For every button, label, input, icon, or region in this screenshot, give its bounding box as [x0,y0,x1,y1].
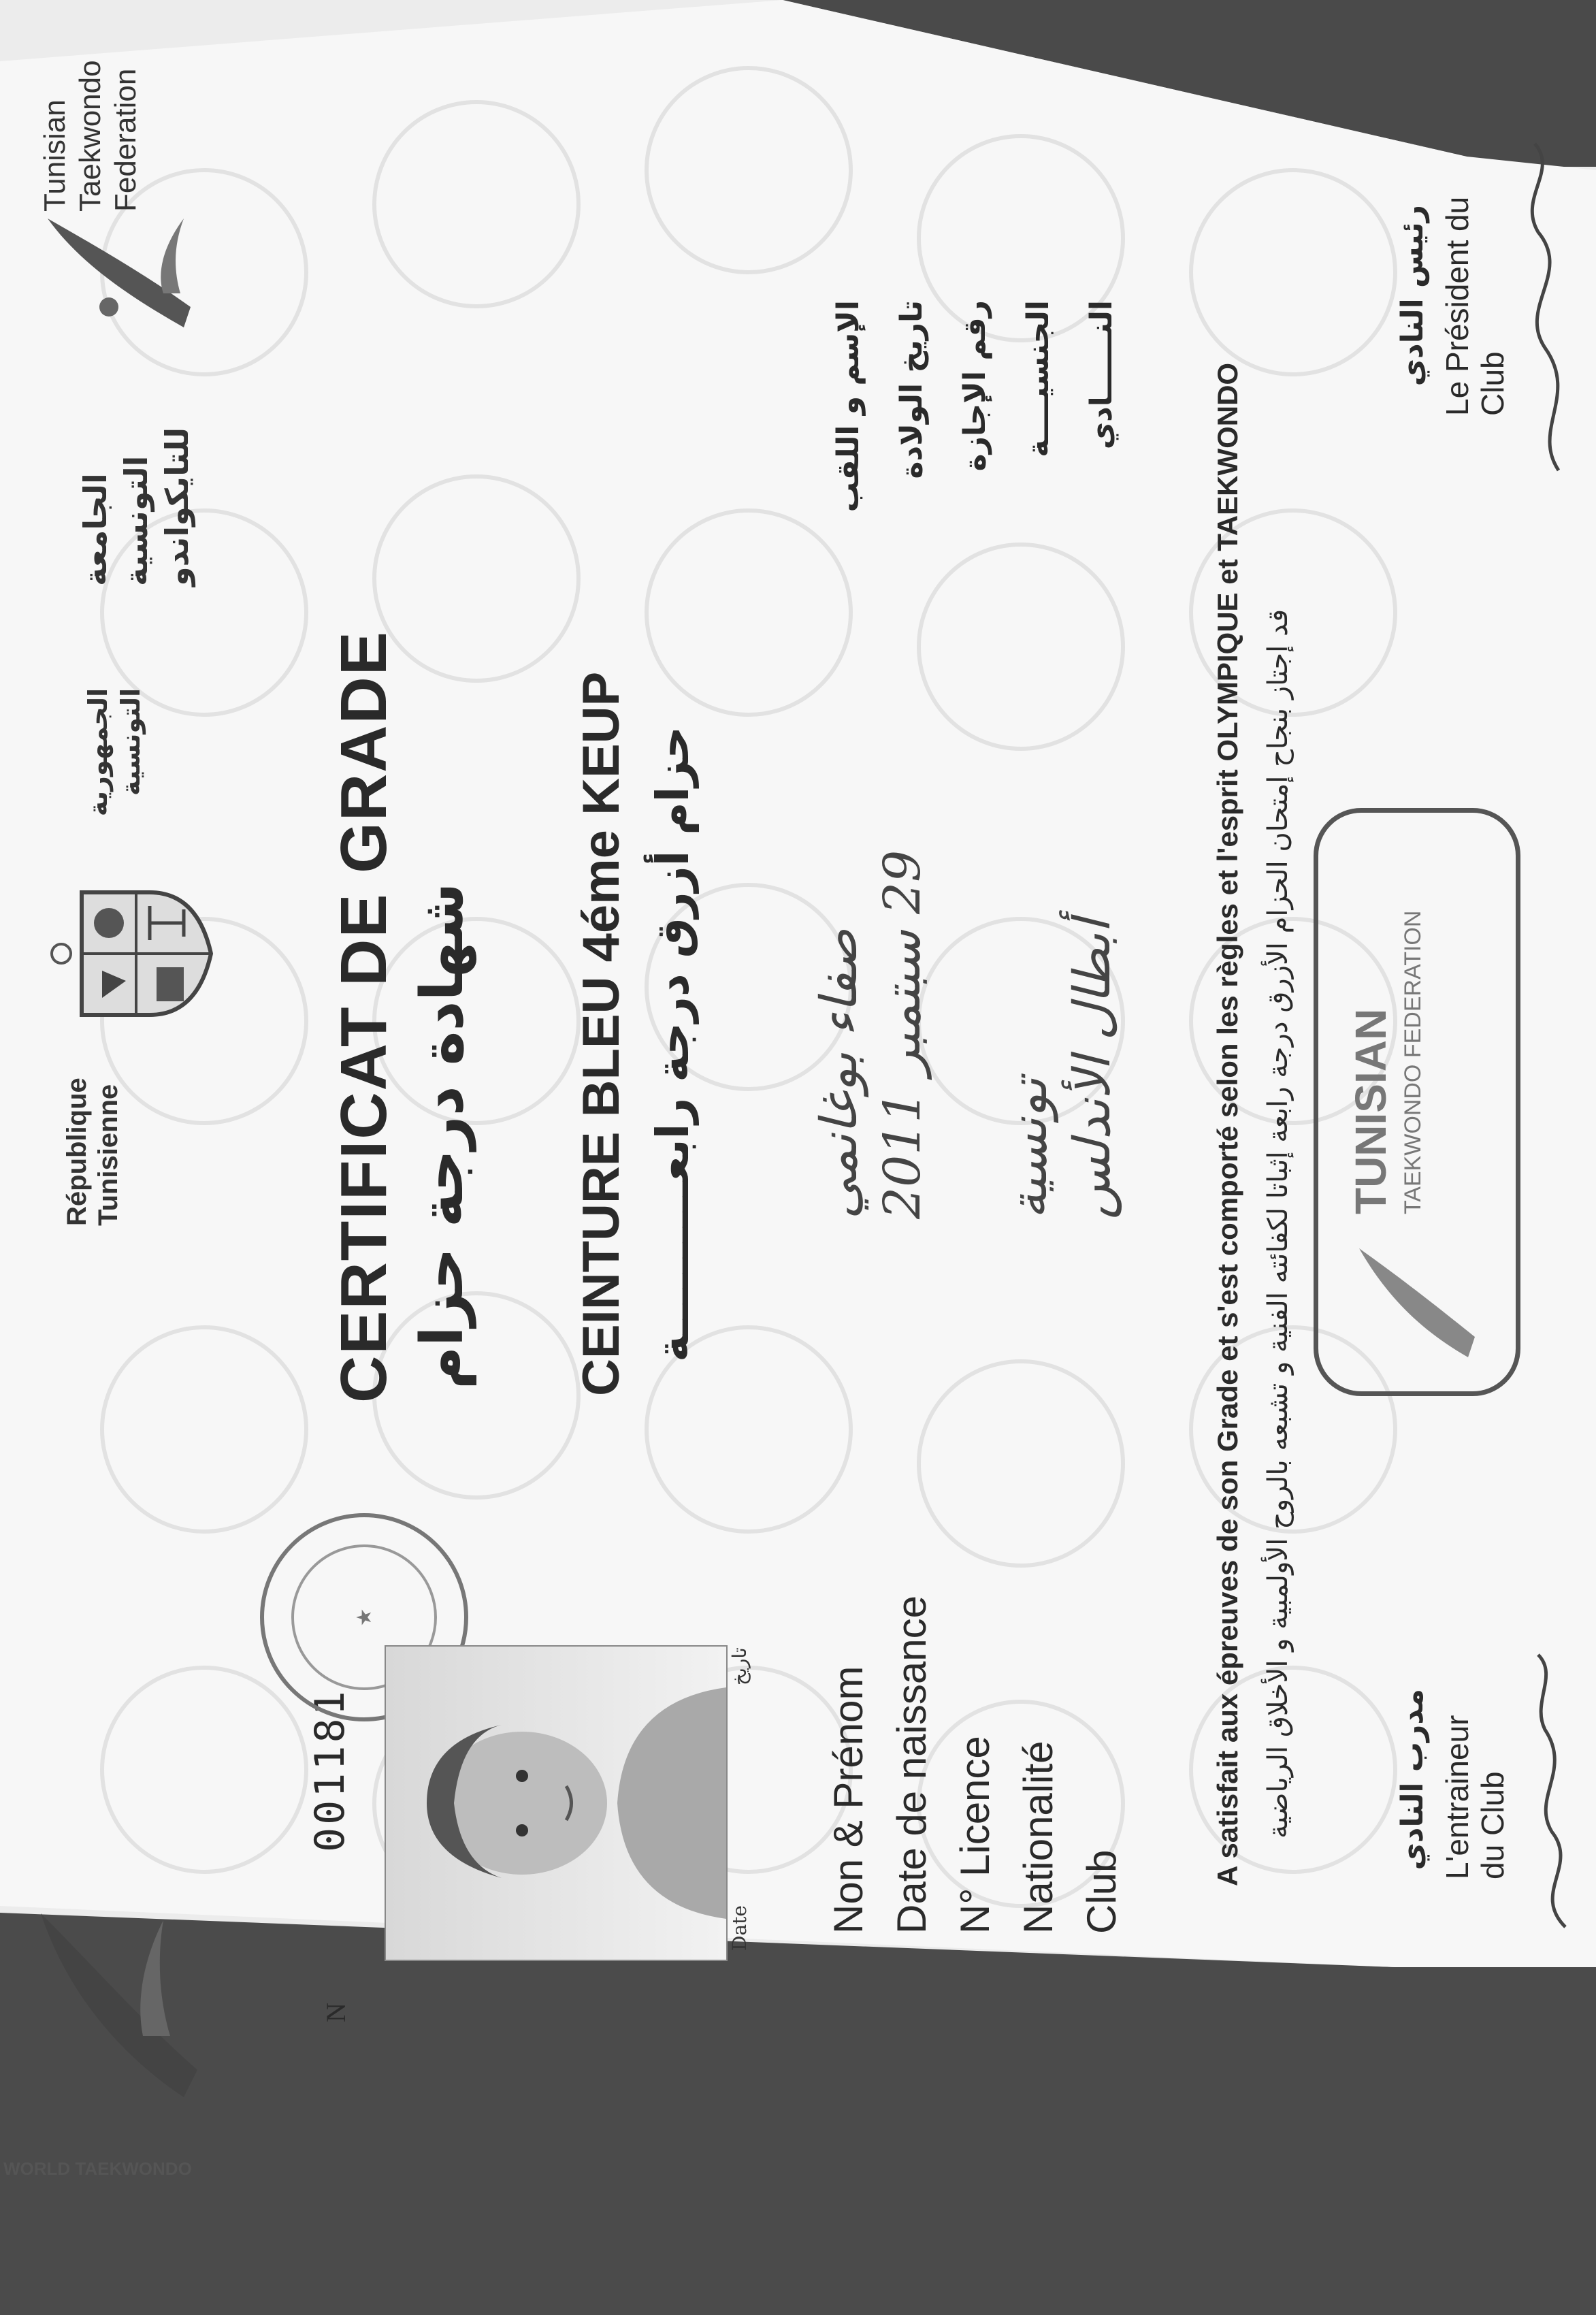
belt-ar: حزام أزرق درجة رابعــــــــــة [647,726,699,1362]
field-label-fr: Non & Prénom [826,1666,871,1934]
title-fr: CERTIFICAT DE GRADE [327,630,400,1403]
field-label-fr: Nationalité [1015,1741,1061,1934]
declaration-fr: A satisfait aux épreuves de son Grade et s'est comporté selon les règles et l'esprit OLYMPIQUE et TAEKWONDO [1211,362,1243,1886]
world-taekwondo-logo-text: WORLD TAEKWONDO [3,2158,192,2179]
federation-stamp [1314,808,1520,1396]
field-value-handwritten: صفاء بوغانمي [810,928,868,1219]
president-signature-icon [1518,137,1586,477]
certificate-number-label: N [321,2003,351,2022]
federation-name-ar: الجامعة التونسية للتايكواندو [77,427,195,586]
photo-date-label: Date [728,1905,751,1951]
field-label-ar: النــــــادي [1084,300,1119,450]
certificate-number: 001181 [306,1688,354,1852]
svg-text:★: ★ [353,1608,376,1627]
field-value-handwritten: 29 سبتمبر 2011 [873,849,932,1219]
stamp-line-2: TAEKWONDO FEDERATION [1400,910,1426,1214]
field-row-nationality [1000,300,1070,1934]
photo-date-label-ar: تاريخ [728,1647,751,1685]
field-label-fr: N° Licence [952,1736,998,1934]
world-taekwondo-logo-icon [20,1893,211,2111]
field-label-fr: Date de naissance [889,1596,934,1934]
president-title-fr: Le Président du Club [1439,196,1510,416]
title-ar: شهادة درجة حزام [408,882,476,1389]
field-row-birthdate [873,300,943,1934]
federation-name-en: Tunisian Taekwondo Federation [38,60,142,212]
field-row-club [1063,300,1133,1934]
student-photo [385,1645,728,1961]
field-value-handwritten: تونسية [1000,1078,1058,1219]
president-title-ar: رئيس النادي [1395,205,1430,387]
belt-fr: CEINTURE BLEU 4éme KEUP [572,671,630,1396]
tunisian-emblem-icon [48,872,218,1035]
coach-title-ar: مدرب النادي [1395,1689,1430,1871]
coach-title-fr: L'entraineur du Club [1439,1715,1510,1879]
stamp-logo-icon [1346,1235,1482,1371]
field-row-licence [943,300,1007,1934]
coach-signature-icon [1525,1648,1586,1934]
field-label-ar: الجنسيــــة [1021,300,1056,457]
field-label-fr: Club [1079,1849,1124,1934]
declaration-ar: قد إجتاز بنجاح إمتحان الحزام الأزرق درجة رابعة إثباتا لكفائته الفنية و تشبعه بالروح الأولمبية و الأخلاق الرياضية [1263,609,1294,1839]
republic-name-ar: الجمهورية التونسية [83,688,146,817]
stamp-line-1: TUNISIAN [1346,1008,1395,1214]
republic-name-fr: République Tunisienne [62,1078,123,1226]
field-label-ar: رقم الإجازة [958,300,992,472]
field-label-ar: الإسم و اللقب [831,300,866,513]
field-value-handwritten: أبطال الأندلس [1063,919,1122,1219]
field-label-ar: تاريخ الولادة [894,300,929,479]
fields-table [810,300,1133,1934]
field-row-name [810,300,880,1934]
federation-logo-icon [27,198,204,348]
person-portrait-icon [386,1647,726,1960]
